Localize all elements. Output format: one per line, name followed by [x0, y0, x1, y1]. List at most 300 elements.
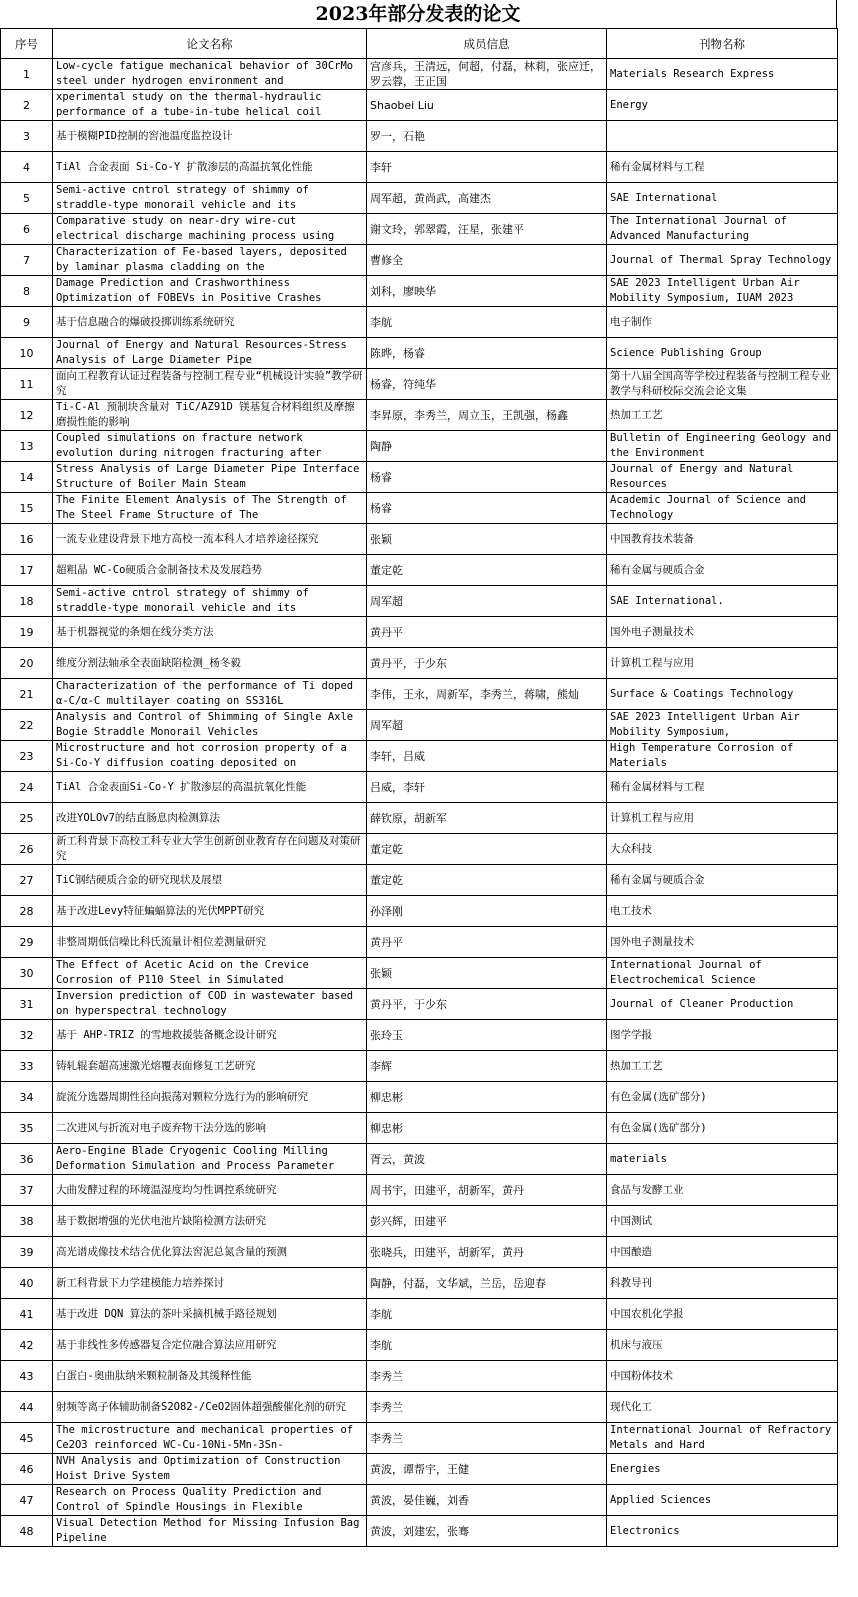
cell-journal-text: 电子制作 — [610, 315, 652, 328]
table-row — [1, 90, 838, 121]
cell-title — [53, 1175, 367, 1206]
cell-authors-text: 薛钦原，胡新军 — [370, 811, 447, 825]
cell-no: 5 — [1, 183, 53, 214]
cell-journal — [607, 59, 838, 90]
table-row — [1, 1299, 838, 1330]
cell-authors-text: 黄波，晏佳巍，刘香 — [370, 1493, 469, 1507]
cell-authors-text: 黄丹平，于少东 — [370, 656, 447, 670]
cell-authors-text: 董定乾 — [370, 842, 403, 856]
cell-no: 8 — [1, 276, 53, 307]
cell-journal-text: Journal of Thermal Spray Technology — [610, 253, 832, 266]
cell-authors — [367, 1268, 607, 1299]
cell-no: 15 — [1, 493, 53, 524]
cell-no: 7 — [1, 245, 53, 276]
table-row — [1, 1175, 838, 1206]
cell-no: 1 — [1, 59, 53, 90]
cell-title-text: 一流专业建设背景下地方高校一流本科人才培养途径探究 — [56, 532, 319, 545]
cell-title-text: Low-cycle fatigue mechanical behavior of 30CrMo steel under hydrogen environment and — [56, 60, 354, 87]
cell-title — [53, 1051, 367, 1082]
cell-title-text: Semi-active cntrol strategy of shimmy of straddle-type monorail vehicle and its — [56, 587, 309, 614]
cell-authors-text: 杨睿 — [370, 470, 392, 484]
cell-journal — [607, 865, 838, 896]
cell-authors — [367, 679, 607, 710]
cell-no: 24 — [1, 772, 53, 803]
cell-title-text: 维度分割法轴承全表面缺陷检测_杨冬毅 — [56, 656, 241, 669]
cell-title — [53, 183, 367, 214]
cell-authors-text: 周书宇，田建平，胡新军，黄丹 — [370, 1183, 524, 1197]
header-no: 序号 — [1, 29, 53, 59]
cell-title — [53, 1020, 367, 1051]
cell-no: 32 — [1, 1020, 53, 1051]
cell-title — [53, 958, 367, 989]
cell-journal — [607, 1516, 838, 1547]
cell-title — [53, 1082, 367, 1113]
cell-journal-text: SAE International. — [610, 594, 724, 607]
cell-title — [53, 1268, 367, 1299]
cell-authors-text: 陈晔，杨睿 — [370, 346, 425, 360]
cell-no: 20 — [1, 648, 53, 679]
cell-no: 35 — [1, 1113, 53, 1144]
cell-no: 37 — [1, 1175, 53, 1206]
cell-journal — [607, 1268, 838, 1299]
cell-authors-text: 李航 — [370, 1307, 392, 1321]
cell-no: 25 — [1, 803, 53, 834]
cell-authors — [367, 152, 607, 183]
cell-title-text: Aero-Engine Blade Cryogenic Cooling Milling Deformation Simulation and Process Parameter — [56, 1145, 335, 1172]
cell-no: 36 — [1, 1144, 53, 1175]
cell-no: 6 — [1, 214, 53, 245]
table-row — [1, 1516, 838, 1547]
cell-no: 9 — [1, 307, 53, 338]
cell-authors — [367, 431, 607, 462]
cell-authors-text: 陶静 — [370, 439, 392, 453]
cell-authors — [367, 214, 607, 245]
cell-authors — [367, 307, 607, 338]
cell-no: 16 — [1, 524, 53, 555]
cell-authors-text: 黄波，刘建宏，张骞 — [370, 1524, 469, 1538]
cell-journal-text: Bulletin of Engineering Geology and the Environment — [610, 432, 832, 459]
cell-journal-text: Energies — [610, 1462, 661, 1475]
table-row — [1, 1082, 838, 1113]
cell-authors-text: 黄丹平 — [370, 935, 403, 949]
cell-authors — [367, 803, 607, 834]
cell-journal — [607, 555, 838, 586]
cell-title — [53, 462, 367, 493]
table-row — [1, 772, 838, 803]
table-row — [1, 121, 838, 152]
table-row — [1, 865, 838, 896]
cell-authors-text: 黄丹平 — [370, 625, 403, 639]
cell-title — [53, 1299, 367, 1330]
cell-title-text: 新工科背景下力学建模能力培养探讨 — [56, 1276, 224, 1289]
cell-journal-text: 有色金属(选矿部分) — [610, 1090, 707, 1103]
cell-title — [53, 803, 367, 834]
cell-title-text: 改进YOLOv7的结直肠息肉检测算法 — [56, 811, 220, 824]
cell-journal — [607, 617, 838, 648]
cell-authors-text: 李航 — [370, 1338, 392, 1352]
cell-journal-text: Surface & Coatings Technology — [610, 687, 794, 700]
cell-no: 33 — [1, 1051, 53, 1082]
cell-journal — [607, 183, 838, 214]
cell-authors — [367, 1485, 607, 1516]
cell-no: 2 — [1, 90, 53, 121]
cell-journal-text: materials — [610, 1152, 667, 1165]
header-authors: 成员信息 — [367, 29, 607, 59]
cell-no: 26 — [1, 834, 53, 865]
cell-authors — [367, 741, 607, 772]
cell-authors — [367, 400, 607, 431]
cell-authors-text: 胥云，黄波 — [370, 1152, 425, 1166]
cell-title-text: TiAl 合金表面Si-Co-Y 扩散渗层的高温抗氧化性能 — [56, 780, 307, 793]
cell-journal — [607, 989, 838, 1020]
cell-journal — [607, 524, 838, 555]
cell-journal — [607, 493, 838, 524]
cell-authors-text: 柳忠彬 — [370, 1121, 403, 1135]
cell-title — [53, 121, 367, 152]
cell-title-text: 基于改进Levy特征蝙蝠算法的光伏MPPT研究 — [56, 904, 265, 917]
cell-authors-text: 周军超 — [370, 594, 403, 608]
cell-title — [53, 555, 367, 586]
table-row — [1, 679, 838, 710]
cell-journal — [607, 152, 838, 183]
cell-authors — [367, 958, 607, 989]
cell-title — [53, 152, 367, 183]
cell-authors-text: 张晓兵，田建平，胡新军，黄丹 — [370, 1245, 524, 1259]
cell-authors — [367, 555, 607, 586]
cell-journal — [607, 1392, 838, 1423]
cell-authors-text: 杨睿，符纯华 — [370, 377, 436, 391]
cell-authors — [367, 896, 607, 927]
cell-authors — [367, 1051, 607, 1082]
cell-no: 27 — [1, 865, 53, 896]
cell-title — [53, 834, 367, 865]
cell-no: 3 — [1, 121, 53, 152]
cell-title-text: 铸轧辊套超高速激光熔覆表面修复工艺研究 — [56, 1059, 256, 1072]
cell-title-text: 面向工程教育认证过程装备与控制工程专业“机械设计实验”教学研究 — [56, 370, 363, 397]
cell-authors-text: 罗一，石艳 — [370, 129, 425, 143]
cell-journal-text: The International Journal of Advanced Manufacturing — [610, 215, 788, 242]
cell-journal — [607, 896, 838, 927]
cell-title-text: Stress Analysis of Large Diameter Pipe Interface Structure of Boiler Main Steam — [56, 463, 360, 490]
cell-authors — [367, 1237, 607, 1268]
cell-journal-text: 国外电子测量技术 — [610, 935, 694, 948]
cell-title-text: Microstructure and hot corrosion property of a Si-Co-Y diffusion coating deposited on — [56, 742, 347, 769]
cell-journal — [607, 927, 838, 958]
cell-authors-text: 李伟，王永，周新军，李秀兰，蒋啸，熊灿 — [370, 687, 579, 701]
cell-title — [53, 524, 367, 555]
cell-title-text: Characterization of Fe-based layers, deposited by laminar plasma cladding on the — [56, 246, 347, 273]
cell-authors — [367, 1082, 607, 1113]
cell-authors — [367, 121, 607, 152]
cell-title — [53, 59, 367, 90]
cell-title-text: 大曲发酵过程的环境温湿度均匀性调控系统研究 — [56, 1183, 277, 1196]
cell-authors-text: 董定乾 — [370, 563, 403, 577]
cell-authors-text: 李秀兰 — [370, 1400, 403, 1414]
cell-journal-text: 科教导刊 — [610, 1276, 652, 1289]
cell-journal-text: 中国粉体技术 — [610, 1369, 673, 1382]
cell-journal-text: 中国教育技术装备 — [610, 532, 694, 545]
cell-authors-text: 曹修全 — [370, 253, 403, 267]
table-row — [1, 648, 838, 679]
cell-authors-text: 张颖 — [370, 532, 392, 546]
cell-title — [53, 648, 367, 679]
cell-journal-text: 稀有金属材料与工程 — [610, 160, 705, 173]
cell-authors-text: 杨睿 — [370, 501, 392, 515]
table-row — [1, 586, 838, 617]
table-row — [1, 245, 838, 276]
cell-journal — [607, 121, 838, 152]
cell-title — [53, 1485, 367, 1516]
cell-journal-text: Energy — [610, 98, 648, 111]
header-journal: 刊物名称 — [607, 29, 838, 59]
cell-journal — [607, 1051, 838, 1082]
cell-title-text: xperimental study on the thermal-hydraulic performance of a tube-in-tube helical coil — [56, 91, 322, 118]
cell-authors-text: 周军超 — [370, 718, 403, 732]
cell-journal-text: 食品与发酵工业 — [610, 1183, 684, 1196]
cell-authors — [367, 1361, 607, 1392]
cell-no: 48 — [1, 1516, 53, 1547]
table-row — [1, 214, 838, 245]
cell-journal — [607, 1299, 838, 1330]
cell-no: 40 — [1, 1268, 53, 1299]
cell-title-text: 二次进风与折流对电子废弃物干法分选的影响 — [56, 1121, 266, 1134]
cell-authors — [367, 245, 607, 276]
cell-no: 31 — [1, 989, 53, 1020]
cell-title — [53, 1516, 367, 1547]
cell-title — [53, 276, 367, 307]
cell-authors — [367, 772, 607, 803]
cell-no: 4 — [1, 152, 53, 183]
cell-title — [53, 679, 367, 710]
table-row — [1, 400, 838, 431]
cell-no: 46 — [1, 1454, 53, 1485]
cell-title — [53, 741, 367, 772]
cell-authors-text: 张玲玉 — [370, 1028, 403, 1042]
table-row — [1, 1237, 838, 1268]
cell-authors — [367, 1175, 607, 1206]
cell-journal-text: 大众科技 — [610, 842, 652, 855]
cell-title — [53, 400, 367, 431]
cell-authors — [367, 1516, 607, 1547]
cell-journal-text: 稀有金属与硬质合金 — [610, 873, 705, 886]
table-row — [1, 307, 838, 338]
cell-authors — [367, 338, 607, 369]
table-row — [1, 710, 838, 741]
table-row — [1, 59, 838, 90]
table-row — [1, 1020, 838, 1051]
cell-authors-text: 柳忠彬 — [370, 1090, 403, 1104]
cell-authors — [367, 1299, 607, 1330]
cell-title — [53, 1423, 367, 1454]
cell-no: 44 — [1, 1392, 53, 1423]
table-row — [1, 1361, 838, 1392]
cell-authors-text: 宫彦兵，王清远，何超，付磊，林莉，张应迁，罗云蓉，王正国 — [370, 60, 601, 88]
cell-journal — [607, 958, 838, 989]
cell-authors — [367, 1144, 607, 1175]
cell-journal — [607, 431, 838, 462]
cell-title-text: 基于模糊PID控制的窖池温度监控设计 — [56, 129, 233, 142]
table-row — [1, 1051, 838, 1082]
cell-authors-text: 张颖 — [370, 966, 392, 980]
cell-authors — [367, 1206, 607, 1237]
cell-no: 11 — [1, 369, 53, 400]
table-row — [1, 493, 838, 524]
cell-journal-text: 热加工工艺 — [610, 1059, 663, 1072]
cell-title-text: Comparative study on near-dry wire-cut electrical discharge machining process using — [56, 215, 335, 242]
cell-authors — [367, 1454, 607, 1485]
cell-authors — [367, 183, 607, 214]
cell-journal — [607, 1020, 838, 1051]
cell-journal — [607, 276, 838, 307]
cell-no: 14 — [1, 462, 53, 493]
header-row — [1, 29, 838, 59]
cell-title-text: 基于机器视觉的条烟在线分类方法 — [56, 625, 214, 638]
table-row — [1, 183, 838, 214]
cell-title-text: Ti-C-Al 预制块含量对 TiC/AZ91D 镁基复合材料组织及摩擦磨损性能的影响 — [56, 401, 355, 428]
cell-authors — [367, 865, 607, 896]
cell-authors-text: 孙泽刚 — [370, 904, 403, 918]
cell-journal-text: 机床与液压 — [610, 1338, 663, 1351]
table-row — [1, 958, 838, 989]
cell-journal — [607, 90, 838, 121]
cell-title — [53, 493, 367, 524]
cell-title-text: Semi-active cntrol strategy of shimmy of straddle-type monorail vehicle and its — [56, 184, 309, 211]
cell-no: 39 — [1, 1237, 53, 1268]
cell-authors — [367, 369, 607, 400]
cell-journal-text: 第十八届全国高等学校过程装备与控制工程专业教学与科研校际交流会论文集 — [610, 370, 831, 397]
cell-journal — [607, 679, 838, 710]
cell-title-text: The Effect of Acetic Acid on the Crevice Corrosion of P110 Steel in Simulated — [56, 959, 309, 986]
cell-title — [53, 1144, 367, 1175]
table-row — [1, 803, 838, 834]
table-row — [1, 1485, 838, 1516]
cell-journal-text: 中国酿造 — [610, 1245, 652, 1258]
cell-journal — [607, 1113, 838, 1144]
cell-no: 22 — [1, 710, 53, 741]
cell-authors-text: 李航 — [370, 315, 392, 329]
cell-no: 29 — [1, 927, 53, 958]
cell-title — [53, 1361, 367, 1392]
cell-journal — [607, 710, 838, 741]
cell-authors — [367, 989, 607, 1020]
table-body — [1, 59, 838, 1547]
cell-no: 43 — [1, 1361, 53, 1392]
cell-authors-text: 李秀兰 — [370, 1369, 403, 1383]
cell-authors — [367, 927, 607, 958]
cell-title-text: NVH Analysis and Optimization of Construction Hoist Drive System — [56, 1455, 341, 1482]
cell-no: 30 — [1, 958, 53, 989]
cell-title-text: TiC钢结硬质合金的研究现状及展望 — [56, 873, 222, 886]
cell-title — [53, 1237, 367, 1268]
cell-journal — [607, 834, 838, 865]
cell-no: 13 — [1, 431, 53, 462]
cell-title-text: Analysis and Control of Shimming of Single Axle Bogie Straddle Monorail Vehicles — [56, 711, 354, 738]
cell-title — [53, 927, 367, 958]
cell-journal-text: International Journal of Refractory Metals and Hard — [610, 1424, 832, 1451]
cell-no: 38 — [1, 1206, 53, 1237]
cell-authors-text: 李昇原，李秀兰，周立玉，王凯强，杨鑫 — [370, 408, 568, 422]
cell-no: 18 — [1, 586, 53, 617]
cell-title-text: 基于改进 DQN 算法的茶叶采摘机械手路径规划 — [56, 1307, 277, 1320]
cell-journal — [607, 462, 838, 493]
cell-title — [53, 369, 367, 400]
cell-authors — [367, 493, 607, 524]
cell-journal-text: 热加工工艺 — [610, 408, 663, 421]
cell-journal-text: 稀有金属与硬质合金 — [610, 563, 705, 576]
cell-authors-text: 陶静，付磊，文华斌，兰岳，岳迎春 — [370, 1276, 546, 1290]
table-row — [1, 338, 838, 369]
cell-authors — [367, 1423, 607, 1454]
cell-title-text: Inversion prediction of COD in wastewater based on hyperspectral technology — [56, 990, 354, 1017]
cell-title-text: 新工科背景下高校工科专业大学生创新创业教育存在问题及对策研究 — [56, 835, 361, 862]
table-row — [1, 369, 838, 400]
cell-journal — [607, 803, 838, 834]
cell-journal-text: Journal of Energy and Natural Resources — [610, 463, 794, 490]
cell-journal — [607, 1330, 838, 1361]
cell-title-text: Journal of Energy and Natural Resources-Stress Analysis of Large Diameter Pipe — [56, 339, 347, 366]
cell-journal-text: 中国测试 — [610, 1214, 652, 1227]
cell-no: 45 — [1, 1423, 53, 1454]
cell-no: 47 — [1, 1485, 53, 1516]
table-row — [1, 834, 838, 865]
header-title: 论文名称 — [53, 29, 367, 59]
cell-title-text: 射频等离子体辅助制备S2O82-/CeO2固体超强酸催化剂的研究 — [56, 1400, 347, 1413]
cell-title — [53, 1454, 367, 1485]
cell-no: 42 — [1, 1330, 53, 1361]
cell-journal-text: 有色金属(选矿部分) — [610, 1121, 707, 1134]
cell-title-text: Visual Detection Method for Missing Infusion Bag Pipeline — [56, 1517, 360, 1544]
cell-authors-text: 李轩，吕威 — [370, 749, 425, 763]
table-row — [1, 1454, 838, 1485]
cell-title — [53, 617, 367, 648]
cell-journal — [607, 1485, 838, 1516]
cell-title — [53, 1330, 367, 1361]
cell-journal-text: International Journal of Electrochemical Science — [610, 959, 762, 986]
cell-title-text: Damage Prediction and Crashworthiness Optimization of FOBEVs in Positive Crashes — [56, 277, 322, 304]
table-row — [1, 1206, 838, 1237]
table-row — [1, 1392, 838, 1423]
table-row — [1, 524, 838, 555]
cell-authors — [367, 617, 607, 648]
table-row — [1, 1423, 838, 1454]
cell-authors — [367, 1113, 607, 1144]
cell-title-text: 旋流分选器周期性径向振荡对颗粒分选行为的影响研究 — [56, 1090, 308, 1103]
cell-journal — [607, 338, 838, 369]
sheet-title: 2023年部分发表的论文 — [0, 0, 837, 28]
cell-journal — [607, 245, 838, 276]
cell-title — [53, 865, 367, 896]
cell-title-text: 基于非线性多传感器复合定位融合算法应用研究 — [56, 1338, 277, 1351]
cell-journal — [607, 1454, 838, 1485]
cell-title-text: The microstructure and mechanical properties of Ce2O3 reinforced WC-Cu-10Ni-5Mn-3Sn- — [56, 1424, 354, 1451]
cell-title — [53, 772, 367, 803]
cell-title-text: Coupled simulations on fracture network evolution during nitrogen fracturing after — [56, 432, 322, 459]
cell-title — [53, 989, 367, 1020]
cell-no: 10 — [1, 338, 53, 369]
cell-no: 12 — [1, 400, 53, 431]
cell-authors-text: 周军超，黄尚武，高建杰 — [370, 191, 491, 205]
cell-no: 17 — [1, 555, 53, 586]
cell-authors — [367, 90, 607, 121]
cell-no: 23 — [1, 741, 53, 772]
cell-no: 34 — [1, 1082, 53, 1113]
cell-authors-text: 刘科，廖映华 — [370, 284, 436, 298]
cell-title-text: 白蛋白-奥曲肽纳米颗粒制备及其缓释性能 — [56, 1369, 252, 1382]
cell-title — [53, 431, 367, 462]
cell-authors-text: 董定乾 — [370, 873, 403, 887]
cell-journal — [607, 1361, 838, 1392]
cell-title — [53, 1206, 367, 1237]
